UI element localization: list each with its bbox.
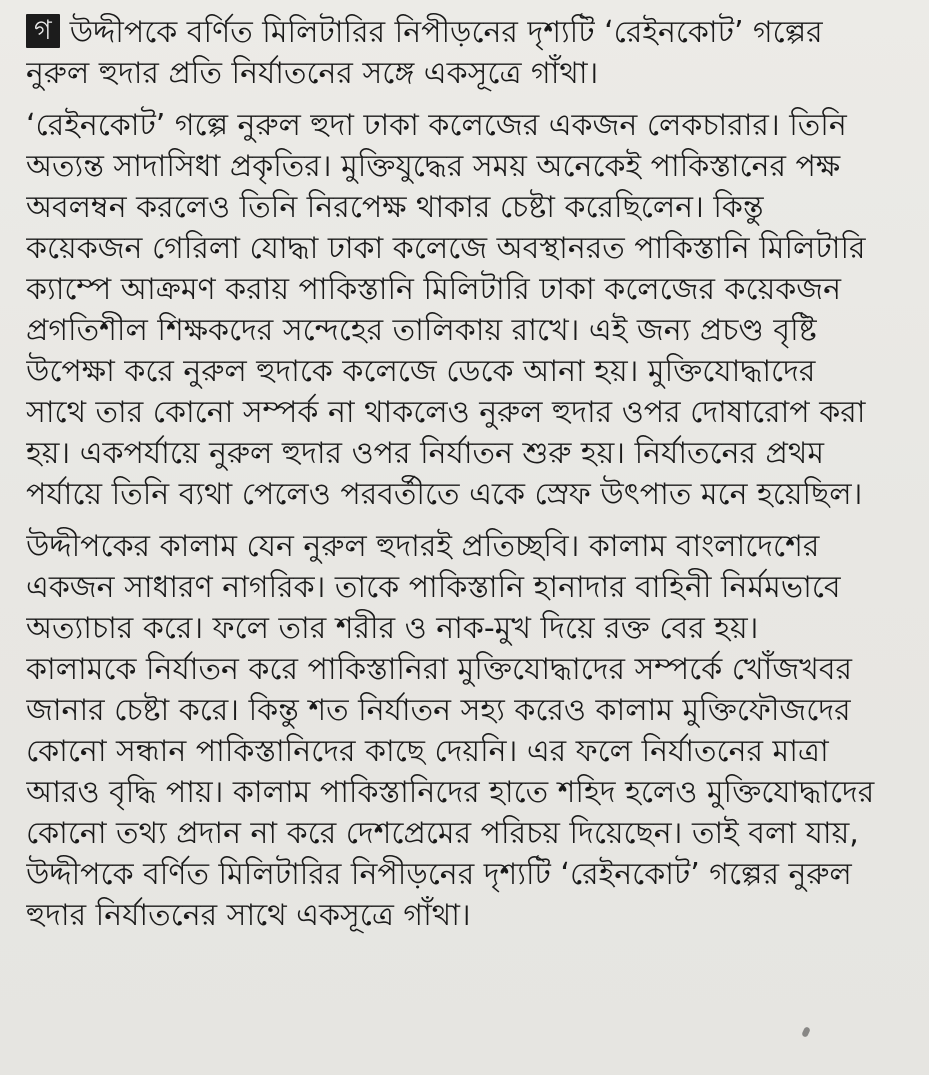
text-line: অত্যাচার করে। ফলে তার শরীর ও নাক-মুখ দিয়ে রক্ত বের হয়।: [26, 611, 759, 646]
text-line: ‘রেইনকোট’ গল্পে নুরুল হুদা ঢাকা কলেজের একজন লেকচারার। তিনি: [26, 108, 847, 143]
text-line: আরও বৃদ্ধি পায়। কালাম পাকিস্তানিদের হাতে শহিদ হলেও মুক্তিযোদ্ধাদের: [26, 775, 875, 810]
text-line: পর্যায়ে তিনি ব্যথা পেলেও পরবর্তীতে একে স্রেফ উৎপাত মনে হয়েছিল।: [26, 477, 863, 512]
text-line: [26, 12, 911, 53]
text-line: উদ্দীপকে বর্ণিত মিলিটারির নিপীড়নের দৃশ্যটি ‘রেইনকোট’ গল্পের নুরুল: [26, 857, 852, 892]
text-line: সাথে তার কোনো সম্পর্ক না থাকলেও নুরুল হুদার ওপর দোষারোপ করা: [26, 395, 866, 430]
answer-paragraph-1: [26, 12, 911, 94]
text-line: অত্যন্ত সাদাসিধা প্রকৃতির। মুক্তিযুদ্ধের সময় অনেকেই পাকিস্তানের পক্ষ: [26, 149, 841, 184]
text-line: হয়। একপর্যায়ে নুরুল হুদার ওপর নির্যাতন শুরু হয়। নির্যাতনের প্রথম: [26, 436, 825, 471]
line-text: উদ্দীপকে বর্ণিত মিলিটারির নিপীড়নের দৃশ্যটি ‘রেইনকোট’ গল্পের: [69, 15, 823, 50]
text-line: নুরুল হুদার প্রতি নির্যাতনের সঙ্গে একসূত্রে গাঁথা।: [26, 56, 599, 91]
text-line: কোনো সন্ধান পাকিস্তানিদের কাছে দেয়নি। এর ফলে নির্যাতনের মাত্রা: [26, 734, 829, 769]
text-line: প্রগতিশীল শিক্ষকদের সন্দেহের তালিকায় রাখে। এই জন্য প্রচণ্ড বৃষ্টি: [26, 313, 817, 348]
text-line: কোনো তথ্য প্রদান না করে দেশপ্রেমের পরিচয় দিয়েছেন। তাই বলা যায়,: [26, 816, 859, 851]
text-line: অবলম্বন করলেও তিনি নিরপেক্ষ থাকার চেষ্টা করেছিলেন। কিন্তু: [26, 190, 764, 225]
text-line: হুদার নির্যাতনের সাথে একসূত্রে গাঁথা।: [26, 898, 471, 933]
answer-paragraph-2: [26, 105, 911, 515]
text-line: উদ্দীপকের কালাম যেন নুরুল হুদারই প্রতিচ্ছবি। কালাম বাংলাদেশের: [26, 529, 820, 564]
answer-paragraph-3: [26, 526, 911, 936]
section-marker: গ: [26, 14, 60, 48]
text-line: ক্যাম্পে আক্রমণ করায় পাকিস্তানি মিলিটারি ঢাকা কলেজের কয়েকজন: [26, 272, 841, 307]
text-line: উপেক্ষা করে নুরুল হুদাকে কলেজে ডেকে আনা হয়। মুক্তিযোদ্ধাদের: [26, 354, 816, 389]
ink-speck: [801, 1026, 811, 1038]
text-line: জানার চেষ্টা করে। কিন্তু শত নির্যাতন সহ্য করেও কালাম মুক্তিফৌজদের: [26, 693, 851, 728]
text-line: একজন সাধারণ নাগরিক। তাকে পাকিস্তানি হানাদার বাহিনী নির্মমভাবে: [26, 570, 841, 605]
text-line: কয়েকজন গেরিলা যোদ্ধা ঢাকা কলেজে অবস্থানরত পাকিস্তানি মিলিটারি: [26, 231, 866, 266]
text-line: কালামকে নির্যাতন করে পাকিস্তানিরা মুক্তিযোদ্ধাদের সম্পর্কে খোঁজখবর: [26, 652, 853, 687]
